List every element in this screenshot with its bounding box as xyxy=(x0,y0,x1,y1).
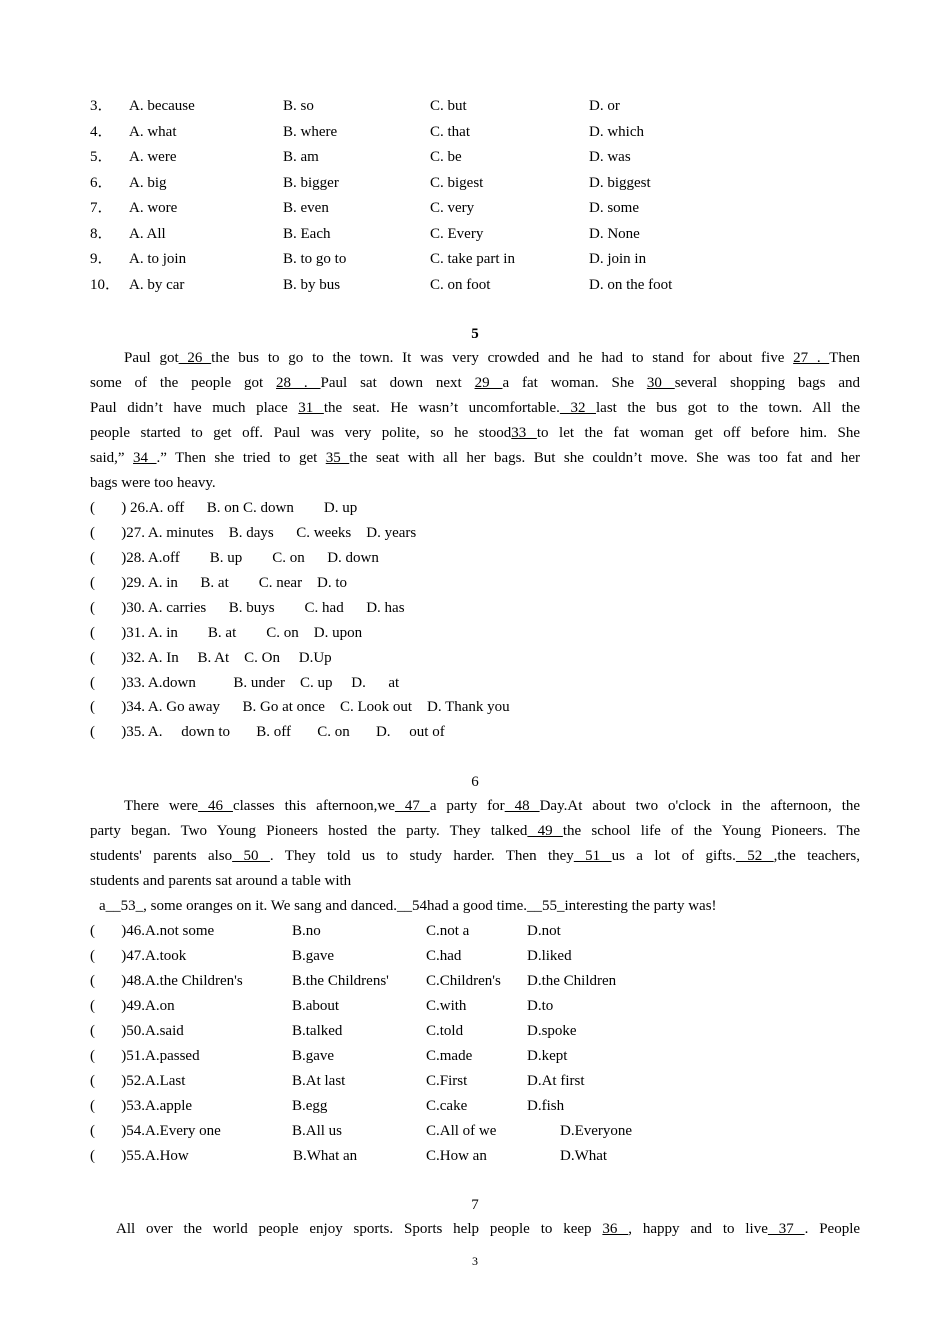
text: .” Then she tried to get xyxy=(156,450,326,466)
blank-33: 33 xyxy=(511,425,537,441)
option-b: B.At last xyxy=(292,1073,346,1089)
blank-26: 26 xyxy=(178,350,212,366)
blank-34: 34 xyxy=(133,450,157,466)
passage-line xyxy=(90,446,860,471)
option-number: 6． xyxy=(90,175,113,191)
option-c: C. Every xyxy=(430,226,484,242)
option-number: 3． xyxy=(90,98,113,114)
question-item: ( )27. A. minutes B. days C. weeks D. years xyxy=(90,525,417,541)
option-b: B.about xyxy=(292,998,340,1014)
option-c: C.had xyxy=(426,948,462,964)
option-c: C. that xyxy=(430,124,470,140)
option-b: B. even xyxy=(283,200,329,216)
question-item: ( ) 26.A. off B. on C. down D. up xyxy=(90,500,358,516)
option-d: D.fish xyxy=(527,1098,565,1114)
text: ,the teachers, xyxy=(773,848,861,864)
text: people started to get off. Paul was very polite, so he stood xyxy=(90,425,512,441)
section-5-passage xyxy=(90,346,860,496)
passage-line xyxy=(90,346,860,371)
option-b: B.talked xyxy=(292,1023,343,1039)
blank-32: 32 xyxy=(559,400,596,416)
option-c: C. but xyxy=(430,98,467,114)
option-d: D.to xyxy=(527,998,554,1014)
question-item: ( )55.A.How xyxy=(90,1148,189,1164)
option-d: D. join in xyxy=(589,251,647,267)
option-b: B. where xyxy=(283,124,338,140)
option-d: D. biggest xyxy=(589,175,651,191)
question-item: ( )34. A. Go away B. Go at once C. Look out D. Thank you xyxy=(90,699,510,715)
section-6-passage xyxy=(90,794,860,919)
question-item: ( )35. A. down to B. off C. on D. out of xyxy=(90,724,445,740)
passage-line xyxy=(90,1217,860,1242)
text: Paul got xyxy=(124,350,179,366)
question-item: ( )48.A.the Children's xyxy=(90,973,243,989)
section-5-title: 5 xyxy=(471,326,479,342)
option-b: B.All us xyxy=(292,1123,343,1139)
option-a: A. what xyxy=(129,124,177,140)
option-c: C.with xyxy=(426,998,467,1014)
option-c: C.made xyxy=(426,1048,473,1064)
text: party began. Two Young Pioneers hosted the party. They talked xyxy=(90,823,528,839)
option-a: A. by car xyxy=(129,277,185,293)
option-c: C. on foot xyxy=(430,277,491,293)
blank-49: 49 xyxy=(527,823,563,839)
option-d: D.not xyxy=(527,923,561,939)
option-b: B. to go to xyxy=(283,251,347,267)
option-c: C. be xyxy=(430,149,462,165)
text: the bus to go to the town. It was very crowded and he had to stand for about five xyxy=(211,350,794,366)
text: . They told us to study harder. Then they xyxy=(269,848,574,864)
blank-47: 47 xyxy=(394,798,430,814)
option-c: C. very xyxy=(430,200,475,216)
page-number: 3 xyxy=(472,1254,478,1268)
question-item: ( )29. A. in B. at C. near D. to xyxy=(90,575,348,591)
passage-line: a__53_, some oranges on it. We sang and danced.__54had a good time.__55_interesting the party was! xyxy=(99,898,717,914)
option-d: D.What xyxy=(560,1148,608,1164)
question-item: ( )31. A. in B. at C. on D. upon xyxy=(90,625,363,641)
option-d: D.At first xyxy=(527,1073,585,1089)
question-item: ( )53.A.apple xyxy=(90,1098,193,1114)
text: Paul sat down next xyxy=(320,375,475,391)
blank-29: 29 xyxy=(474,375,503,391)
text: , happy and to live xyxy=(628,1221,768,1237)
option-b: B.What an xyxy=(293,1148,358,1164)
option-b: B.gave xyxy=(292,948,335,964)
option-d: D. or xyxy=(589,98,620,114)
section-7-title: 7 xyxy=(471,1197,479,1213)
blank-30: 30 xyxy=(646,375,675,391)
blank-48: 48 xyxy=(504,798,540,814)
option-a: A. All xyxy=(129,226,166,242)
option-b: B. by bus xyxy=(283,277,341,293)
option-a: A. were xyxy=(129,149,177,165)
passage-line xyxy=(90,819,860,844)
text: . People xyxy=(804,1221,861,1237)
blank-28: 28 . xyxy=(276,375,321,391)
text: some of the people got xyxy=(90,375,277,391)
option-c: C.told xyxy=(426,1023,464,1039)
option-b: B. so xyxy=(283,98,314,114)
blank-51: 51 xyxy=(573,848,612,864)
option-c: C.not a xyxy=(426,923,470,939)
question-item: ( )30. A. carries B. buys C. had D. has xyxy=(90,600,405,616)
option-d: D. which xyxy=(589,124,644,140)
option-b: B.gave xyxy=(292,1048,335,1064)
option-number: 9． xyxy=(90,251,113,267)
option-c: C.All of we xyxy=(426,1123,497,1139)
option-number: 10． xyxy=(90,277,121,293)
text: the seat. He wasn’t uncomfortable. xyxy=(323,400,560,416)
option-b: B. Each xyxy=(283,226,331,242)
text: Paul didn’t have much place xyxy=(90,400,299,416)
option-b: B.egg xyxy=(292,1098,328,1114)
option-number: 5． xyxy=(90,149,113,165)
question-item: ( )32. A. In B. At C. On D.Up xyxy=(90,650,332,666)
option-c: C. bigest xyxy=(430,175,484,191)
option-a: A. because xyxy=(129,98,195,114)
text: There were xyxy=(124,798,199,814)
option-d: D.kept xyxy=(527,1048,568,1064)
blank-35: 35 xyxy=(325,450,350,466)
option-d: D.the Children xyxy=(527,973,617,989)
option-a: A. to join xyxy=(129,251,187,267)
text: the seat with all her bags. But she couldn’t move. She was too fat and her xyxy=(349,450,861,466)
text: All over the world people enjoy sports. Sports help people to keep xyxy=(116,1221,603,1237)
question-item: ( )33. A.down B. under C. up D. at xyxy=(90,675,400,691)
question-item: ( )54.A.Every one xyxy=(90,1123,221,1139)
text: Day.At about two o'clock in the afternoon, the xyxy=(539,798,861,814)
question-item: ( )50.A.said xyxy=(90,1023,184,1039)
option-c: C.cake xyxy=(426,1098,468,1114)
option-b: B.the Childrens' xyxy=(292,973,389,989)
text: a fat woman. She xyxy=(502,375,647,391)
text: last the bus got to the town. All the xyxy=(596,400,860,416)
passage-line xyxy=(90,396,860,421)
section-6-title: 6 xyxy=(471,774,479,790)
blank-27: 27 . xyxy=(793,350,830,366)
passage-line: bags were too heavy. xyxy=(90,475,216,491)
option-number: 8． xyxy=(90,226,113,242)
question-item: ( )49.A.on xyxy=(90,998,175,1014)
blank-37: 37 xyxy=(767,1221,805,1237)
blank-36: 36 xyxy=(602,1221,629,1237)
option-d: D. on the foot xyxy=(589,277,673,293)
question-item: ( )46.A.not some xyxy=(90,923,215,939)
option-c: C. take part in xyxy=(430,251,515,267)
text: students' parents also xyxy=(90,848,233,864)
option-number: 4． xyxy=(90,124,113,140)
passage-line xyxy=(90,844,860,869)
option-d: D.liked xyxy=(527,948,572,964)
question-item: ( )28. A.off B. up C. on D. down xyxy=(90,550,379,566)
passage-line xyxy=(90,794,860,819)
text: a party for xyxy=(429,798,505,814)
passage-line xyxy=(90,421,860,446)
text: Then xyxy=(829,350,860,366)
option-c: C.Children's xyxy=(426,973,501,989)
option-b: B.no xyxy=(292,923,321,939)
option-c: C.First xyxy=(426,1073,468,1089)
question-item: ( )51.A.passed xyxy=(90,1048,200,1064)
blank-46: 46 xyxy=(198,798,233,814)
passage-line: students and parents sat around a table with xyxy=(90,873,352,889)
option-d: D.spoke xyxy=(527,1023,577,1039)
passage-line xyxy=(90,371,860,396)
blank-50: 50 xyxy=(232,848,270,864)
option-d: D. was xyxy=(589,149,631,165)
option-d: D. None xyxy=(589,226,640,242)
option-c: C.How an xyxy=(426,1148,487,1164)
option-b: B. am xyxy=(283,149,319,165)
section-7-passage xyxy=(90,1217,860,1242)
option-a: A. wore xyxy=(129,200,178,216)
option-b: B. bigger xyxy=(283,175,339,191)
text: to let the fat woman get off before him. She xyxy=(536,425,860,441)
question-item: ( )47.A.took xyxy=(90,948,187,964)
option-number: 7． xyxy=(90,200,113,216)
option-a: A. big xyxy=(129,175,167,191)
option-d: D. some xyxy=(589,200,639,216)
text: us a lot of gifts. xyxy=(611,848,736,864)
text: the school life of the Young Pioneers. The xyxy=(562,823,860,839)
question-item: ( )52.A.Last xyxy=(90,1073,186,1089)
blank-31: 31 xyxy=(298,400,324,416)
option-d: D.Everyone xyxy=(560,1123,633,1139)
text: said,” xyxy=(90,450,134,466)
blank-52: 52 xyxy=(735,848,774,864)
text: several shopping bags and xyxy=(674,375,861,391)
text: classes this afternoon,we xyxy=(232,798,395,814)
